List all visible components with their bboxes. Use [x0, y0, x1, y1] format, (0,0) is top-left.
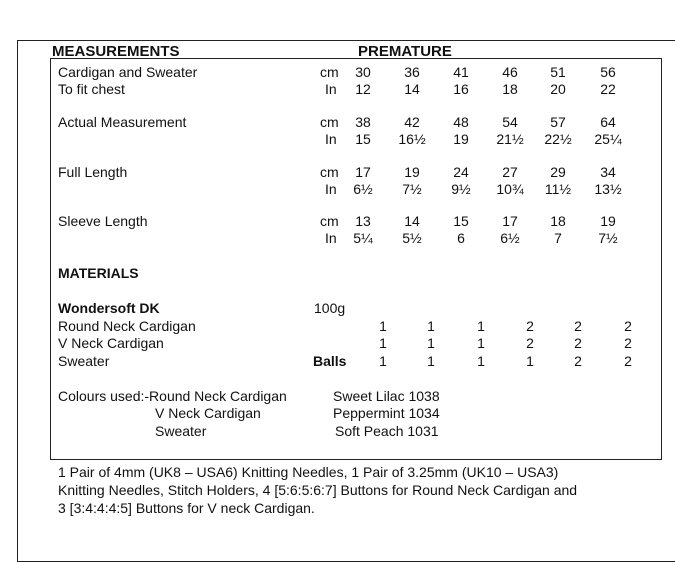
materials-ball-count: 1 — [477, 318, 485, 334]
materials-ball-count: 2 — [624, 318, 632, 334]
measure-value: 13 — [355, 213, 371, 229]
measure-unit: In — [325, 131, 337, 147]
measure-unit: In — [325, 230, 337, 246]
measure-value: 16½ — [398, 131, 426, 147]
materials-row-label: V Neck Cardigan — [58, 335, 164, 351]
materials-ball-count: 2 — [574, 318, 582, 334]
measure-value: 24 — [453, 164, 469, 180]
materials-ball-count: 2 — [574, 335, 582, 351]
measurements-heading: MEASUREMENTS — [52, 43, 180, 60]
measure-value: 41 — [453, 64, 469, 80]
measure-value: 22½ — [544, 131, 572, 147]
measure-value: 7½ — [598, 230, 618, 246]
colours-intro: Colours used:-Round Neck Cardigan — [58, 388, 287, 404]
measure-value: 46 — [502, 64, 518, 80]
materials-ball-count: 1 — [477, 353, 485, 369]
measure-value: 11½ — [544, 181, 572, 197]
measure-value: 48 — [453, 114, 469, 130]
materials-ball-count: 1 — [427, 318, 435, 334]
materials-row-label: Sweater — [58, 353, 110, 369]
measure-value: 16 — [453, 81, 469, 97]
measure-label: To fit chest — [58, 81, 125, 97]
measure-value: 6 — [457, 230, 465, 246]
materials-row-label: Round Neck Cardigan — [58, 318, 196, 334]
measure-value: 15 — [355, 131, 371, 147]
measure-value: 17 — [355, 164, 371, 180]
needles-line-1: 1 Pair of 4mm (UK8 – USA6) Knitting Needles, 1 Pair of 3.25mm (UK10 – USA3) — [58, 464, 559, 480]
materials-ball-count: 2 — [574, 353, 582, 369]
measure-value: 7 — [554, 230, 562, 246]
measure-value: 54 — [502, 114, 518, 130]
measure-value: 36 — [404, 64, 420, 80]
measure-value: 19 — [404, 164, 420, 180]
colour-v-neck: Peppermint 1034 — [333, 405, 440, 421]
measure-value: 19 — [453, 131, 469, 147]
materials-ball-count: 1 — [427, 353, 435, 369]
materials-ball-count: 2 — [526, 335, 534, 351]
measure-unit: cm — [320, 164, 339, 180]
materials-ball-count: 1 — [379, 318, 387, 334]
measure-label: Sleeve Length — [58, 213, 148, 229]
measure-value: 5½ — [402, 230, 422, 246]
measure-value: 13½ — [594, 181, 622, 197]
materials-ball-count: 2 — [624, 335, 632, 351]
colour-garment-v-neck: V Neck Cardigan — [155, 405, 261, 421]
measure-value: 21½ — [496, 131, 524, 147]
materials-ball-count: 1 — [526, 353, 534, 369]
measure-unit: In — [325, 81, 337, 97]
materials-ball-count: 1 — [477, 335, 485, 351]
balls-label: Balls — [313, 353, 347, 369]
measure-label: Actual Measurement — [58, 114, 187, 130]
measure-value: 51 — [550, 64, 566, 80]
measure-value: 6½ — [500, 230, 520, 246]
materials-ball-count: 2 — [624, 353, 632, 369]
measure-unit: cm — [320, 64, 339, 80]
materials-ball-count: 1 — [379, 335, 387, 351]
measure-value: 56 — [600, 64, 616, 80]
size-heading: PREMATURE — [358, 43, 452, 60]
measure-unit: In — [325, 181, 337, 197]
measure-value: 7½ — [402, 181, 422, 197]
measure-value: 57 — [550, 114, 566, 130]
measure-label: Full Length — [58, 164, 128, 180]
measure-value: 14 — [404, 213, 420, 229]
measure-value: 38 — [355, 114, 371, 130]
measure-unit: cm — [320, 114, 339, 130]
measure-value: 15 — [453, 213, 469, 229]
measure-value: 22 — [600, 81, 616, 97]
measure-value: 20 — [550, 81, 566, 97]
materials-ball-count: 1 — [379, 353, 387, 369]
measure-value: 18 — [502, 81, 518, 97]
measure-value: 64 — [600, 114, 616, 130]
measure-value: 12 — [355, 81, 371, 97]
measure-value: 17 — [502, 213, 518, 229]
measure-value: 5¼ — [353, 230, 373, 246]
materials-heading: MATERIALS — [58, 265, 139, 281]
measure-value: 9½ — [451, 181, 471, 197]
measure-value: 30 — [355, 64, 371, 80]
colour-garment-sweater: Sweater — [155, 423, 207, 439]
needles-line-2: Knitting Needles, Stitch Holders, 4 [5:6:5:6:7] Buttons for Round Neck Cardigan and — [58, 482, 578, 498]
measure-value: 19 — [600, 213, 616, 229]
needles-line-3: 3 [3:4:4:4:5] Buttons for V neck Cardigan. — [58, 500, 315, 516]
measure-value: 42 — [404, 114, 420, 130]
measure-label: Cardigan and Sweater — [58, 64, 198, 80]
yarn-weight: 100g — [314, 300, 346, 316]
measure-value: 25¼ — [594, 131, 622, 147]
measure-value: 10¾ — [496, 181, 524, 197]
colour-sweater: Soft Peach 1031 — [335, 423, 439, 439]
materials-ball-count: 1 — [427, 335, 435, 351]
measure-value: 29 — [550, 164, 566, 180]
measure-value: 6½ — [353, 181, 373, 197]
measure-unit: cm — [320, 213, 339, 229]
materials-ball-count: 2 — [526, 318, 534, 334]
measure-value: 14 — [404, 81, 420, 97]
measure-value: 34 — [600, 164, 616, 180]
measure-value: 27 — [502, 164, 518, 180]
yarn-name: Wondersoft DK — [58, 300, 160, 316]
measure-value: 18 — [550, 213, 566, 229]
colour-round-neck: Sweet Lilac 1038 — [333, 388, 440, 404]
